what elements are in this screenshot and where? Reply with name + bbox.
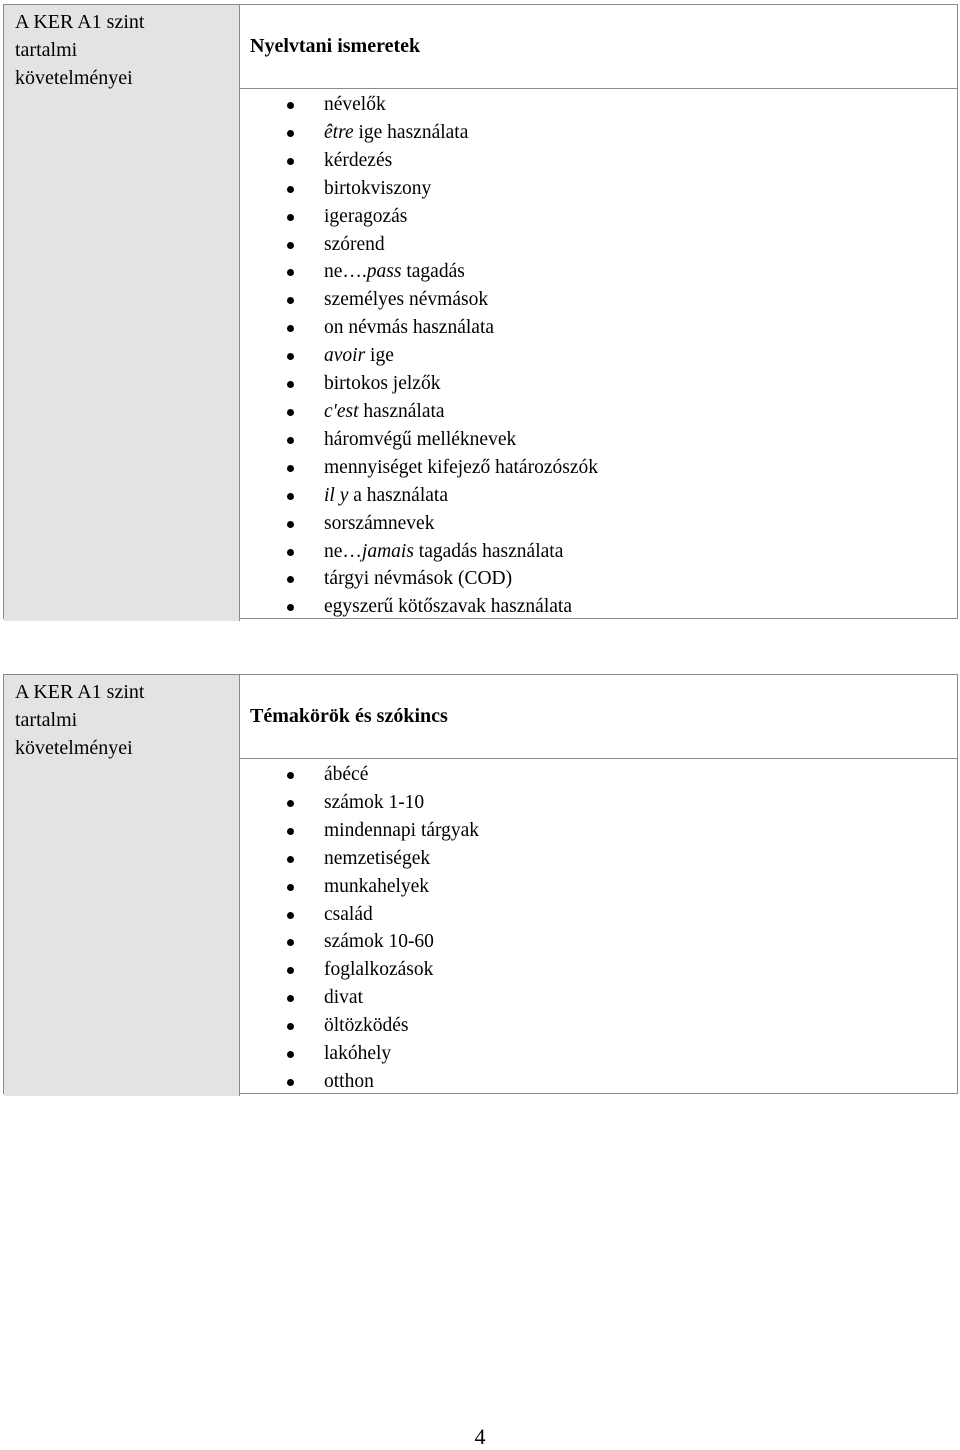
list-item (240, 956, 957, 984)
list-item (240, 454, 957, 482)
list-item-text: személyes névmások (324, 289, 489, 311)
section-list-cell (240, 89, 957, 621)
list-item (240, 119, 957, 147)
section-title: Témakörök és szókincs (250, 705, 448, 727)
list-item-text: egyszerű kötőszavak használata (324, 596, 572, 618)
list-item-text: c'est (324, 400, 359, 422)
list-item (240, 482, 957, 510)
bullet-icon (287, 1051, 294, 1058)
bullet-icon (287, 242, 294, 249)
list-item-text: igeragozás (324, 205, 408, 227)
list-item (240, 538, 957, 566)
list-item-text: divat (324, 987, 363, 1009)
grammar-table (3, 4, 958, 619)
bullet-icon (287, 604, 294, 611)
list-item (240, 342, 957, 370)
list-item-text: birtokos jelzők (324, 373, 441, 395)
list-item (240, 147, 957, 175)
list-item-text: család (324, 903, 373, 925)
topics-table (3, 674, 958, 1094)
bullet-icon (287, 130, 294, 137)
list-item-text: otthon (324, 1070, 374, 1092)
list-item-text: lakóhely (324, 1043, 392, 1065)
bullet-icon (287, 269, 294, 276)
list-item-text: háromvégű melléknevek (324, 428, 517, 450)
bullet-icon (287, 158, 294, 165)
section-header-cell (240, 675, 957, 759)
list-item (240, 426, 957, 454)
list-item (240, 231, 957, 259)
bullet-icon (287, 325, 294, 332)
bullet-icon (287, 549, 294, 556)
list-item (240, 984, 957, 1012)
list-item-text: nemzetiségek (324, 847, 431, 869)
list-item-text: tagadás (401, 261, 465, 283)
list-item-text: számok 1-10 (324, 791, 425, 813)
bullet-icon (287, 102, 294, 109)
bullet-icon (287, 353, 294, 360)
list-item (240, 314, 957, 342)
bullet-icon (287, 856, 294, 863)
list-item-text: mennyiséget kifejező határozószók (324, 456, 598, 478)
list-item (240, 398, 957, 426)
list-item (240, 901, 957, 929)
list-item (240, 286, 957, 314)
list-item (240, 761, 957, 789)
list-item-text: ne… (324, 540, 362, 562)
bullet-icon (287, 967, 294, 974)
list-item-text: ne…. (324, 261, 367, 283)
list-item (240, 1068, 957, 1096)
bullet-icon (287, 409, 294, 416)
bullet-icon (287, 939, 294, 946)
section-header-cell (240, 5, 957, 89)
list-item-text: être (324, 121, 354, 143)
list-item (240, 1040, 957, 1068)
requirements-label-cell (4, 5, 240, 621)
list-item (240, 258, 957, 286)
list-item-text: kérdezés (324, 149, 393, 171)
list-item-text: névelők (324, 94, 386, 115)
list-item-text: il y (324, 484, 349, 506)
bullet-icon (287, 995, 294, 1002)
page-number: 4 (474, 1424, 486, 1449)
list-item (240, 845, 957, 873)
bullet-icon (287, 297, 294, 304)
list-item-text: számok 10-60 (324, 931, 434, 953)
bullet-icon (287, 912, 294, 919)
bullet-icon (287, 214, 294, 221)
section-title: Nyelvtani ismeretek (250, 35, 421, 57)
list-item (240, 565, 957, 593)
list-item-text: használata (358, 400, 445, 422)
list-item-text: jamais (361, 540, 414, 562)
list-item (240, 593, 957, 621)
list-item-text: sorszámnevek (324, 512, 435, 534)
list-item-text: szórend (324, 233, 385, 255)
list-item-text: mindennapi tárgyak (324, 819, 480, 841)
bullet-icon (287, 884, 294, 891)
bullet-icon (287, 381, 294, 388)
list-item-text: tárgyi névmások (COD) (324, 568, 513, 590)
grammar-list (240, 89, 957, 621)
list-item (240, 928, 957, 956)
bullet-icon (287, 828, 294, 835)
list-item-text: öltözködés (324, 1015, 409, 1037)
requirements-label: A KER A1 szint tartalmi követelményei (15, 681, 145, 759)
section-list-cell (240, 759, 957, 1096)
topics-list (240, 759, 957, 1096)
list-item-text: birtokviszony (324, 177, 432, 199)
bullet-icon (287, 772, 294, 779)
list-item (240, 91, 957, 119)
list-item-text: ige (365, 345, 394, 367)
bullet-icon (287, 1023, 294, 1030)
list-item-text: munkahelyek (324, 875, 430, 897)
list-item-text: a használata (348, 484, 448, 506)
list-item-text: foglalkozások (324, 959, 434, 981)
list-item-text: avoir (324, 345, 366, 367)
list-item (240, 370, 957, 398)
requirements-label-cell (4, 675, 240, 1096)
bullet-icon (287, 465, 294, 472)
list-item (240, 1012, 957, 1040)
bullet-icon (287, 800, 294, 807)
list-item (240, 510, 957, 538)
list-item (240, 817, 957, 845)
requirements-label: A KER A1 szint tartalmi követelményei (15, 11, 145, 89)
list-item (240, 789, 957, 817)
list-item-text: ige használata (353, 121, 469, 143)
bullet-icon (287, 576, 294, 583)
bullet-icon (287, 521, 294, 528)
bullet-icon (287, 493, 294, 500)
list-item (240, 203, 957, 231)
list-item-text: ábécé (324, 764, 369, 785)
list-item-text: tagadás használata (413, 540, 564, 562)
bullet-icon (287, 437, 294, 444)
list-item-text: pass (366, 261, 402, 283)
bullet-icon (287, 1079, 294, 1086)
list-item-text: on névmás használata (324, 317, 495, 339)
bullet-icon (287, 186, 294, 193)
list-item (240, 873, 957, 901)
list-item (240, 175, 957, 203)
